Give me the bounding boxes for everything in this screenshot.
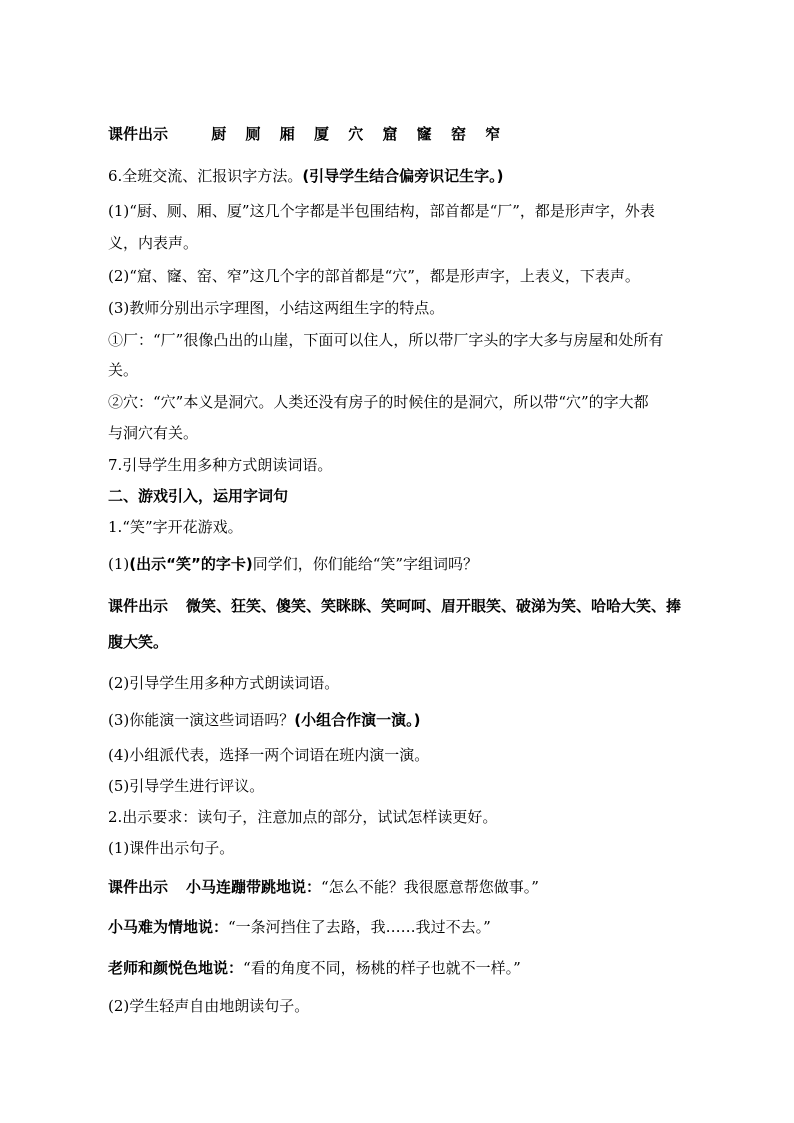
char: 厕 xyxy=(245,125,261,143)
char: 窑 xyxy=(451,125,467,143)
paragraph xyxy=(108,554,718,574)
paragraph-cont: 关。 xyxy=(108,361,139,379)
courseware-line-2 xyxy=(108,596,718,616)
paragraph-cont: 义，内表声。 xyxy=(108,234,199,252)
paragraph: (1)课件出示句子。 xyxy=(108,839,235,857)
text: 6.全班交流、汇报识字方法。 xyxy=(108,167,303,185)
text: 老师和颜悦色地说： xyxy=(108,959,244,977)
quote: “看的角度不同，杨桃的样子也就不一样。” xyxy=(243,959,521,977)
paragraph-cont: 腹大笑。 xyxy=(108,633,169,651)
paragraph: (5)引导学生进行评议。 xyxy=(108,777,265,795)
section-heading: 二、游戏引入，运用字词句 xyxy=(108,487,289,505)
char: 穴 xyxy=(348,125,364,143)
char: 窄 xyxy=(485,125,501,143)
paragraph: 1.“笑”字开花游戏。 xyxy=(108,518,243,536)
quote-line xyxy=(108,917,718,937)
text: 微笑、狂笑、傻笑、笑眯眯、笑呵呵、眉开眼笑、破涕为笑、哈哈大笑、捧 xyxy=(186,597,682,615)
paragraph: 2.出示要求：读句子，注意加点的部分，试试怎样读更好。 xyxy=(108,808,498,826)
char: 厢 xyxy=(279,125,295,143)
paragraph-cont: 与洞穴有关。 xyxy=(108,424,199,442)
paragraph: ①厂：“厂”很像凸出的山崖，下面可以住人，所以带厂字头的字大多与房屋和处所有 xyxy=(108,331,664,349)
paragraph xyxy=(108,710,718,730)
char: 窟 xyxy=(382,125,398,143)
text: 小马难为情地说： xyxy=(108,918,229,936)
text: (3)你能演一演这些词语吗？ xyxy=(108,711,295,729)
quote-line xyxy=(108,958,718,978)
paragraph: (2)“窟、窿、窑、窄”这几个字的部首都是“穴”，都是形声字，上表义，下表声。 xyxy=(108,267,640,285)
paragraph xyxy=(108,166,718,186)
courseware-label: 课件出示 xyxy=(108,125,169,143)
courseware-label: 课件出示 xyxy=(108,878,169,896)
char: 厦 xyxy=(314,125,330,143)
bold-note: (引导学生结合偏旁识记生字。) xyxy=(302,167,504,185)
paragraph: (2)学生轻声自由地朗读句子。 xyxy=(108,997,310,1015)
quote: “一条河挡住了去路，我……我过不去。” xyxy=(228,918,491,936)
text: (1) xyxy=(108,555,130,573)
courseware-label: 课件出示 xyxy=(108,597,169,615)
paragraph: (4)小组派代表，选择一两个词语在班内演一演。 xyxy=(108,746,430,764)
bold-note: (出示“笑”的字卡) xyxy=(129,555,253,573)
char: 厨 xyxy=(211,125,227,143)
bold-note: (小组合作演一演。) xyxy=(294,711,421,729)
text: 小马连蹦带跳地说： xyxy=(186,878,322,896)
paragraph: (1)“厨、厕、厢、厦”这几个字都是半包围结构，部首都是“厂”，都是形声字，外表 xyxy=(108,202,655,220)
courseware-line-1 xyxy=(108,124,718,144)
paragraph: ②穴：“穴”本义是洞穴。人类还没有房子的时候住的是洞穴，所以带“穴”的字大都 xyxy=(108,393,649,411)
quote: “怎么不能？我很愿意帮您做事。” xyxy=(321,878,539,896)
courseware-line-3 xyxy=(108,877,718,897)
paragraph: (3)教师分别出示字理图，小结这两组生字的特点。 xyxy=(108,299,445,317)
paragraph: 7.引导学生用多种方式朗读词语。 xyxy=(108,456,333,474)
char: 窿 xyxy=(416,125,432,143)
paragraph: (2)引导学生用多种方式朗读词语。 xyxy=(108,674,340,692)
text: 同学们，你们能给“笑”字组词吗？ xyxy=(252,555,479,573)
